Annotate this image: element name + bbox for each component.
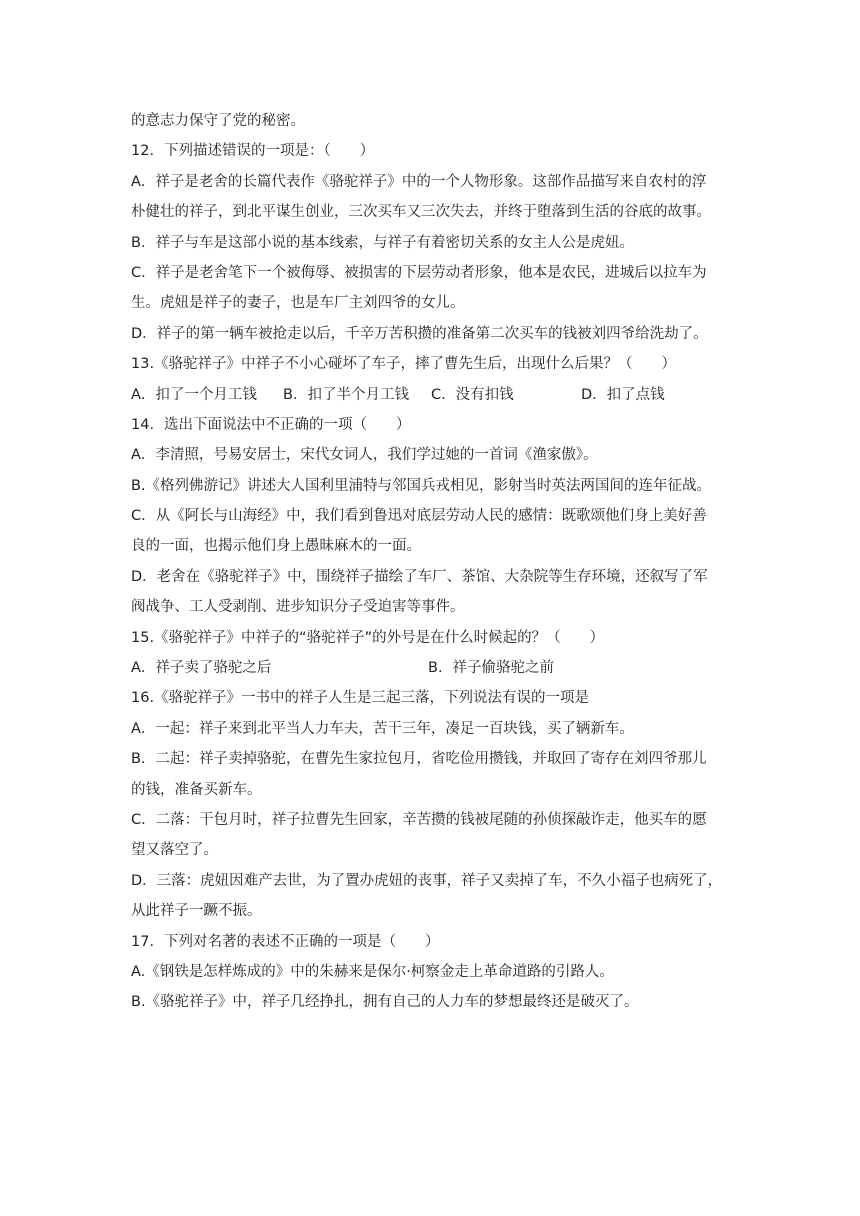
q12-option-a: A．祥子是老舍的长篇代表作《骆驼祥子》中的一个人物形象。这部作品描写来自农村的淳: [131, 173, 707, 190]
q16-option-b-cont: 的钱，准备买新车。: [131, 781, 262, 798]
q15-options: [131, 653, 731, 683]
q12-option-c: C．祥子是老舍笔下一个被侮辱、被损害的下层劳动者形象，他本是农民，进城后以拉车为: [131, 264, 707, 281]
q13-option-c: C．没有扣钱: [431, 386, 514, 403]
q13-option-a: A．扣了一个月工钱: [131, 386, 257, 403]
q13-option-d: D．扣了点钱: [581, 386, 665, 403]
q16-option-b: B．二起：祥子卖掉骆驼，在曹先生家拉包月，省吃俭用攒钱，并取回了寄存在刘四爷那儿: [131, 751, 707, 768]
q14-option-d-cont: 阀战争、工人受剥削、进步知识分子受迫害等事件。: [131, 599, 465, 616]
q13-option-b: B．扣了半个月工钱: [283, 386, 409, 403]
q15-option-b: B．祥子偷骆驼之前: [428, 660, 554, 677]
q15-option-a: A．祥子卖了骆驼之后: [131, 660, 272, 677]
question-16: 16.《骆驼祥子》一书中的祥子人生是三起三落，下列说法有误的一项是: [131, 690, 590, 707]
q12-option-c-cont: 生。虎妞是祥子的妻子，也是车厂主刘四爷的女儿。: [131, 295, 465, 312]
q14-option-c-cont: 良的一面，也揭示他们身上愚昧麻木的一面。: [131, 538, 421, 555]
question-17: 17．下列对名著的表述不正确的一项是（ ）: [131, 933, 440, 950]
question-14: 14．选出下面说法中不正确的一项（ ）: [131, 416, 411, 433]
q13-options: [131, 380, 731, 410]
document-page: [131, 106, 731, 1018]
q16-option-c-cont: 望又落空了。: [131, 842, 218, 859]
q17-option-b: B.《骆驼祥子》中，祥子几经挣扎，拥有自己的人力车的梦想最终还是破灭了。: [131, 994, 639, 1011]
question-12: 12．下列描述错误的一项是：（ ）: [131, 143, 375, 160]
q16-option-c: C．二落：干包月时，祥子拉曹先生回家，辛苦攒的钱被尾随的孙侦探敲诈走，他买车的愿: [131, 811, 707, 828]
q12-option-b: B．祥子与车是这部小说的基本线索，与祥子有着密切关系的女主人公是虎妞。: [131, 234, 634, 251]
q16-option-a: A．一起：祥子来到北平当人力车夫，苦干三年，凑足一百块钱，买了辆新车。: [131, 720, 634, 737]
q12-option-a-cont: 朴健壮的祥子，到北平谋生创业，三次买车又三次失去，并终于堕落到生活的谷底的故事。: [131, 204, 711, 221]
q17-option-a: A.《钢铁是怎样炼成的》中的朱赫来是保尔·柯察金走上革命道路的引路人。: [131, 963, 614, 980]
q14-option-b: B.《格列佛游记》讲述大人国利里浦特与邻国兵戎相见，影射当时英法两国间的连年征战。: [131, 477, 712, 494]
q16-option-d: D．三落：虎妞因难产去世，为了置办虎妞的丧事，祥子又卖掉了车，不久小福子也病死了，: [131, 872, 723, 889]
text-line: 的意志力保守了党的秘密。: [131, 113, 305, 129]
q14-option-d: D．老舍在《骆驼祥子》中，围绕祥子描绘了车厂、茶馆、大杂院等生存环境，还叙写了军: [131, 568, 708, 585]
question-15: 15.《骆驼祥子》中祥子的“骆驼祥子”的外号是在什么时候起的？（ ）: [131, 629, 605, 646]
question-13: 13.《骆驼祥子》中祥子不小心碰坏了车子，摔了曹先生后，出现什么后果？（ ）: [131, 356, 677, 373]
q14-option-c: C．从《阿长与山海经》中，我们看到鲁迅对底层劳动人民的感情：既歌颂他们身上美好善: [131, 508, 707, 525]
q14-option-a: A．李清照，号易安居士，宋代女词人，我们学过她的一首词《渔家傲》。: [131, 447, 598, 464]
q12-option-d: D．祥子的第一辆车被抢走以后，千辛万苦积攒的准备第二次买车的钱被刘四爷给洗劫了。: [131, 325, 708, 342]
q16-option-d-cont: 从此祥子一蹶不振。: [131, 903, 262, 920]
